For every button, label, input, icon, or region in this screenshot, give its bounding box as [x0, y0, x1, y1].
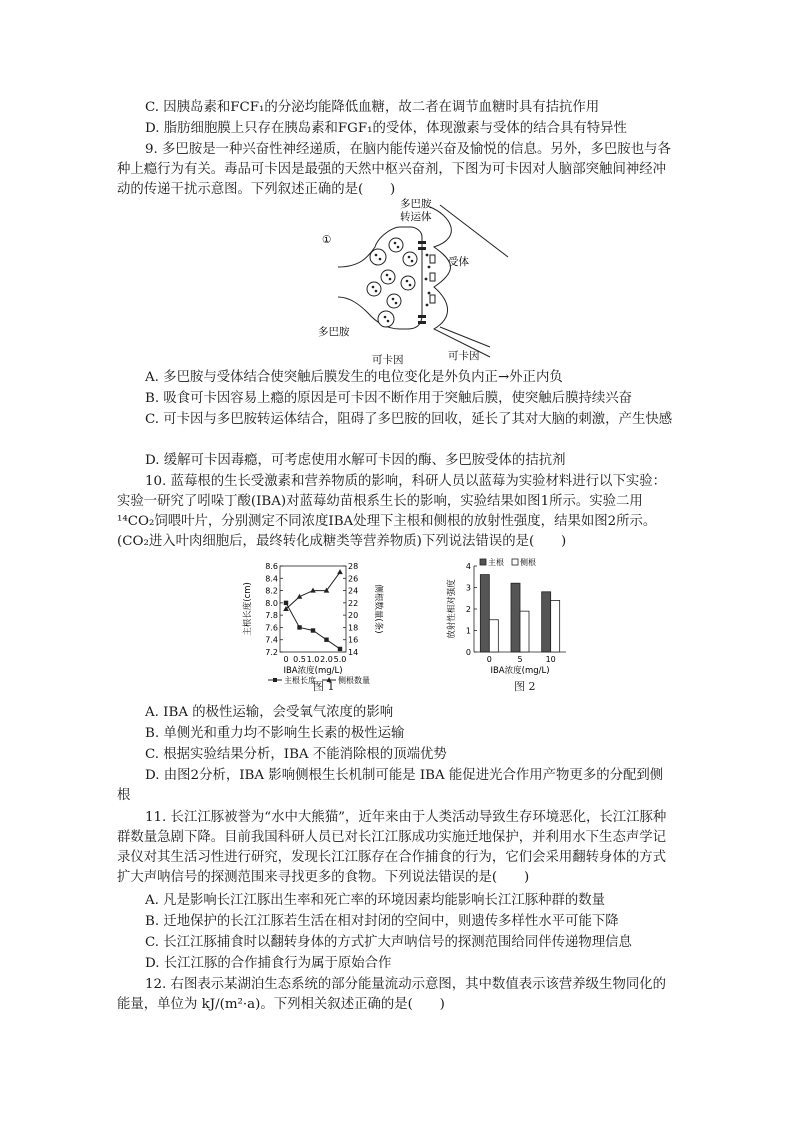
fig2-legend-label-1: 主根 [488, 558, 504, 567]
fig2-legend-swatch-1 [480, 559, 486, 565]
fig1-caption: 图 1 [313, 680, 335, 693]
fig2-bar-main-root [480, 575, 489, 652]
q11-option-b: B. 迁地保护的长江江豚若生活在相对封闭的空间中，则遗传多样性水平可能下降 [145, 914, 619, 929]
fig1-point-main-root [284, 601, 288, 605]
q9-stem: 9. 多巴胺是一种兴奋性神经递质，在脑内能传递兴奋及愉悦的信息。另外，多巴胺也与各种上瘾行为有关。毒品可卡因是最强的天然中枢兴奋剂，下图为可卡因对人脑部突触间神经冲动的传递干扰示意图。下列叙述正确的是( ) [117, 142, 671, 197]
label-receptor: 受体 [448, 256, 469, 268]
fig2-xtick-label: 0 [486, 655, 492, 664]
fig1-ylabel: 主根长度(cm) [243, 582, 253, 636]
fig1-ytick-label: 8.2 [265, 586, 278, 596]
fig2-bar-lateral-root [520, 611, 529, 652]
fig1-y2tick-label: 20 [348, 611, 359, 621]
q10-option-d: D. 由图2分析，IBA 影响侧根生长机制可能是 IBA 能促进光合作用产物更多的分配到侧根 [117, 768, 664, 803]
fig1-xlabel: IBA浓度(mg/L) [283, 666, 343, 676]
fig2-ytick-label: 4 [465, 562, 471, 571]
fig1-point-main-root [311, 628, 315, 632]
fig1-point-main-root [338, 647, 342, 651]
fig2-ylabel: 放射性相对强度 [447, 579, 457, 639]
fig1-legend-marker-1 [273, 678, 277, 682]
fig2-ytick-label: 2 [465, 605, 471, 614]
fig2-xtick-label: 10 [545, 655, 556, 664]
fig2-legend-label-2: 侧根 [520, 558, 536, 567]
fig1-y2tick-label: 14 [348, 648, 359, 657]
fig1-y2tick-label: 26 [348, 574, 359, 584]
fig2-ytick-label: 1 [465, 626, 471, 636]
fig1-y2tick-label: 28 [348, 562, 359, 571]
label-cocaine-left: 可卡因 [372, 354, 404, 366]
fig1-xtick-label: 1.0 [306, 655, 320, 664]
fig1-series-line-1 [286, 603, 340, 649]
fig1-ytick-label: 8.6 [265, 562, 278, 571]
fig1-ytick-label: 7.6 [265, 623, 278, 633]
fig2-legend-swatch-2 [512, 559, 518, 565]
q10-option-c: C. 根据实验结果分析，IBA 不能消除根的顶端优势 [145, 747, 447, 762]
fig1-point-main-root [297, 625, 301, 629]
q10-stem: 10. 蓝莓根的生长受激素和营养物质的影响，科研人员以蓝莓为实验材料进行以下实验：实验一研究了吲哚丁酸(IBA)对蓝莓幼苗根系生长的影响，实验结果如图1所示。实验二用¹⁴CO₂饲喂叶片，分别测定不同浓度IBA处理下主根和侧根的放射性强度，结果如图2所示。(CO₂进入叶肉细胞后，最终转化成糖类等营养物质)下列说法错误的是( ) [117, 474, 667, 549]
fig1-y2tick-label: 16 [348, 635, 359, 645]
q11-option-a: A. 凡是影响长江江豚出生率和死亡率的环境因素均能影响长江江豚种群的数量 [145, 893, 606, 908]
q10-option-b: B. 单侧光和重力均不影响生长素的极性运输 [145, 726, 405, 741]
q9-option-c: C. 可卡因与多巴胺转运体结合，阻碍了多巴胺的回收，延长了其对大脑的刺激，产生快感 [145, 412, 673, 427]
q12-stem: 12. 右图表示某湖泊生态系统的部分能量流动示意图，其中数值表示该营养级生物同化的能量，单位为 kJ/(m²·a)。下列相关叙述正确的是( ) [117, 977, 667, 1012]
vesicle-group [367, 238, 417, 327]
label-cocaine-right: 可卡因 [448, 350, 480, 362]
synapse-figure [318, 197, 510, 366]
fig1-ytick-label: 8.0 [265, 598, 278, 608]
fig2-ytick-label: 0 [465, 648, 471, 657]
fig2-bar-main-root [542, 592, 551, 652]
label-circle-1: ① [322, 234, 332, 246]
fig1-ytick-label: 7.4 [265, 635, 278, 645]
fig1-y2tick-label: 24 [348, 586, 359, 596]
fig1-ytick-label: 7.2 [265, 648, 278, 657]
fig2-xtick-label: 5 [517, 655, 523, 664]
fig1-point-lateral-root [310, 588, 316, 593]
fig2-ytick-label: 3 [465, 583, 471, 593]
fig2-bar-main-root [511, 583, 520, 652]
q8-option-d: D. 脂肪细胞膜上只存在胰岛素和FGF₁的受体，体现激素与受体的结合具有特异性 [145, 121, 627, 136]
fig1-xtick-label: 0 [283, 655, 289, 664]
q11-option-d: D. 长江江豚的合作捕食行为属于原始合作 [145, 956, 392, 971]
q11-stem: 11. 长江江豚被誉为“水中大熊猫”，近年来由于人类活动导致生存环境恶化，长江江豚种群数量急剧下降。目前我国科研人员已对长江江豚成功实施迁地保护，并利用水下生态声学记录仪对其生活习性进行研究，发现长江江豚存在合作捕食的行为，它们会采用翻转身体的方式扩大声呐信号的探测范围来寻找更多的食物。下列说法错误的是( ) [117, 810, 667, 885]
fig1-point-lateral-root [337, 569, 343, 574]
q8-option-c: C. 因胰岛素和FCF₁的分泌均能降低血糖，故二者在调节血糖时具有拮抗作用 [145, 100, 600, 115]
fig2-bar-lateral-root [489, 620, 498, 652]
fig2-xlabel: IBA浓度(mg/L) [490, 666, 550, 676]
q9-option-b: B. 吸食可卡因容易上瘾的原因是可卡因不断作用于突触后膜，使突触后膜持续兴奋 [145, 391, 633, 406]
fig1-line-chart [238, 556, 388, 696]
q9-option-a: A. 多巴胺与受体结合使突触后膜发生的电位变化是外负内正→外正内负 [145, 370, 563, 385]
q10-option-a: A. IBA 的极性运输，会受氧气浓度的影响 [145, 705, 394, 720]
fig1-ytick-label: 8.4 [265, 574, 278, 584]
fig1-y2tick-label: 18 [348, 623, 359, 633]
fig1-y2label: 侧根数量(条) [373, 584, 383, 634]
fig2-bar-chart [440, 556, 580, 696]
fig2-bar-lateral-root [551, 600, 560, 652]
label-transporter-line1: 多巴胺 [400, 198, 432, 210]
q9-option-d: D. 缓解可卡因毒瘾，可考虑使用水解可卡因的酶、多巴胺受体的拮抗剂 [145, 453, 566, 468]
fig1-xtick-label: 5.0 [333, 655, 347, 664]
fig2-caption: 图 2 [514, 680, 536, 693]
fig1-ytick-label: 7.8 [265, 611, 278, 621]
label-transporter-line2: 转运体 [400, 211, 432, 223]
fig1-xtick-label: 0.5 [293, 655, 306, 664]
fig1-legend-label-1: 主根长度 [284, 676, 316, 685]
label-dopamine: 多巴胺 [318, 326, 350, 338]
fig1-legend-label-2: 侧根数量 [338, 676, 370, 685]
q11-option-c: C. 长江江豚捕食时以翻转身体的方式扩大声呐信号的探测范围给同伴传递物理信息 [145, 935, 632, 950]
fig1-xtick-label: 2.0 [320, 655, 333, 664]
fig1-point-main-root [324, 638, 328, 642]
fig1-y2tick-label: 22 [348, 598, 359, 608]
